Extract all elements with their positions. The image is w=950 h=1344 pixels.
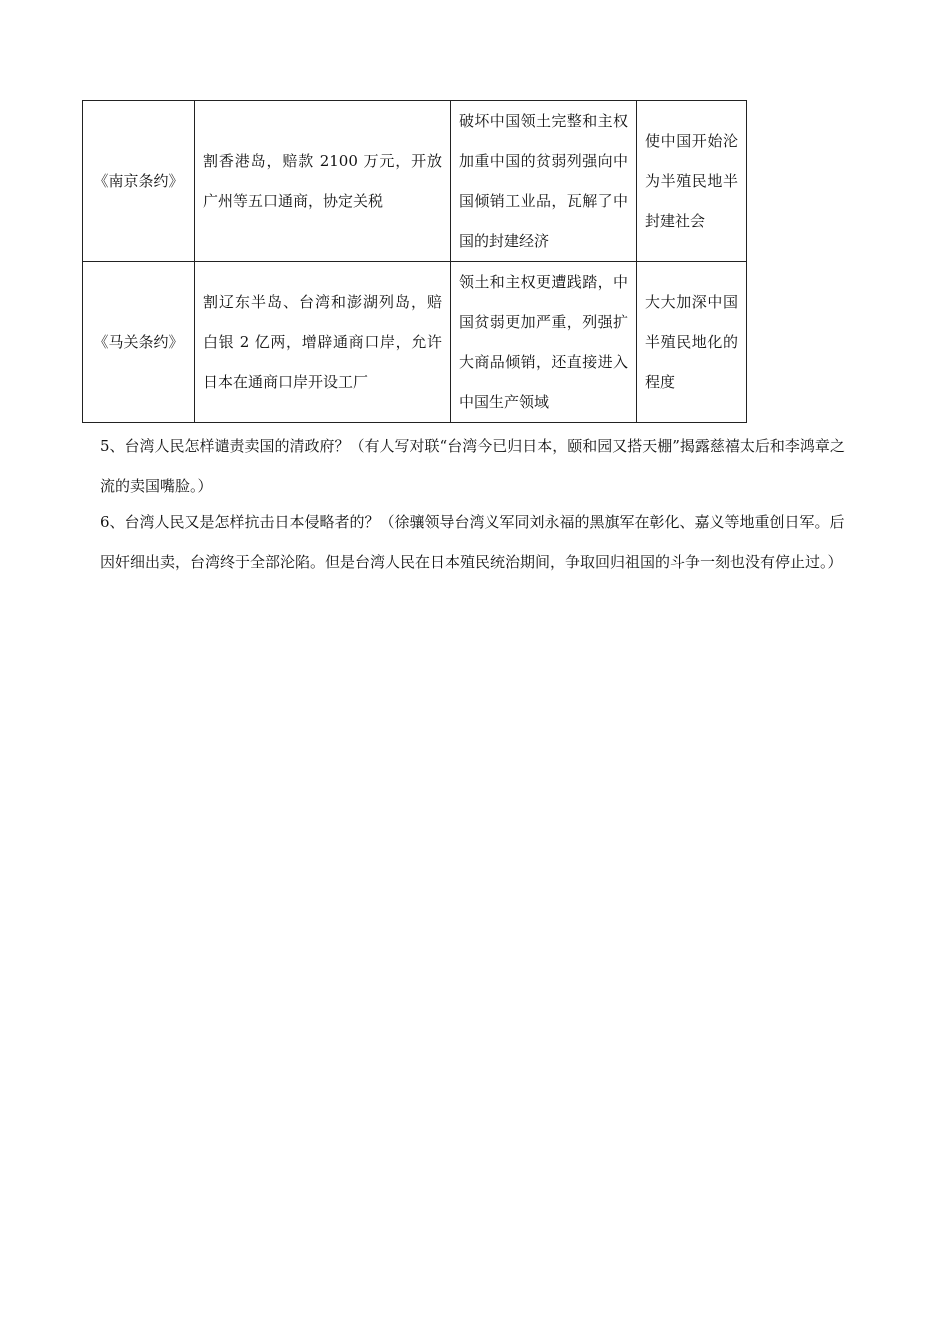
treaty-terms-cell: 割香港岛，赔款 2100 万元，开放广州等五口通商，协定关税 bbox=[195, 101, 451, 262]
treaty-name-cell: 《南京条约》 bbox=[83, 101, 195, 262]
treaty-impact-cell: 领土和主权更遭践踏，中国贫弱更加严重，列强扩大商品倾销，还直接进入中国生产领域 bbox=[451, 262, 637, 423]
treaty-impact-cell: 破坏中国领土完整和主权加重中国的贫弱列强向中国倾销工业品，瓦解了中国的封建经济 bbox=[451, 101, 637, 262]
treaty-nature-cell: 大大加深中国半殖民地化的程度 bbox=[637, 262, 747, 423]
table-row bbox=[83, 262, 747, 423]
question-6: 6、台湾人民又是怎样抗击日本侵略者的？（徐骧领导台湾义军同刘永福的黑旗军在彰化、嘉义等地重创日军。后因奸细出卖，台湾终于全部沦陷。但是台湾人民在日本殖民统治期间，争取回归祖国的斗争一刻也没有停止过。） bbox=[100, 513, 845, 571]
question-5: 5、台湾人民怎样谴责卖国的清政府？（有人写对联“台湾今已归日本，颐和园又搭天棚”揭露慈禧太后和李鸿章之流的卖国嘴脸。） bbox=[100, 437, 845, 495]
treaty-table bbox=[82, 100, 747, 423]
treaty-name-cell: 《马关条约》 bbox=[83, 262, 195, 423]
table-row bbox=[83, 101, 747, 262]
treaty-terms-cell: 割辽东半岛、台湾和澎湖列岛，赔白银 2 亿两，增辟通商口岸，允许日本在通商口岸开设工厂 bbox=[195, 262, 451, 423]
treaty-nature-cell: 使中国开始沦为半殖民地半封建社会 bbox=[637, 101, 747, 262]
